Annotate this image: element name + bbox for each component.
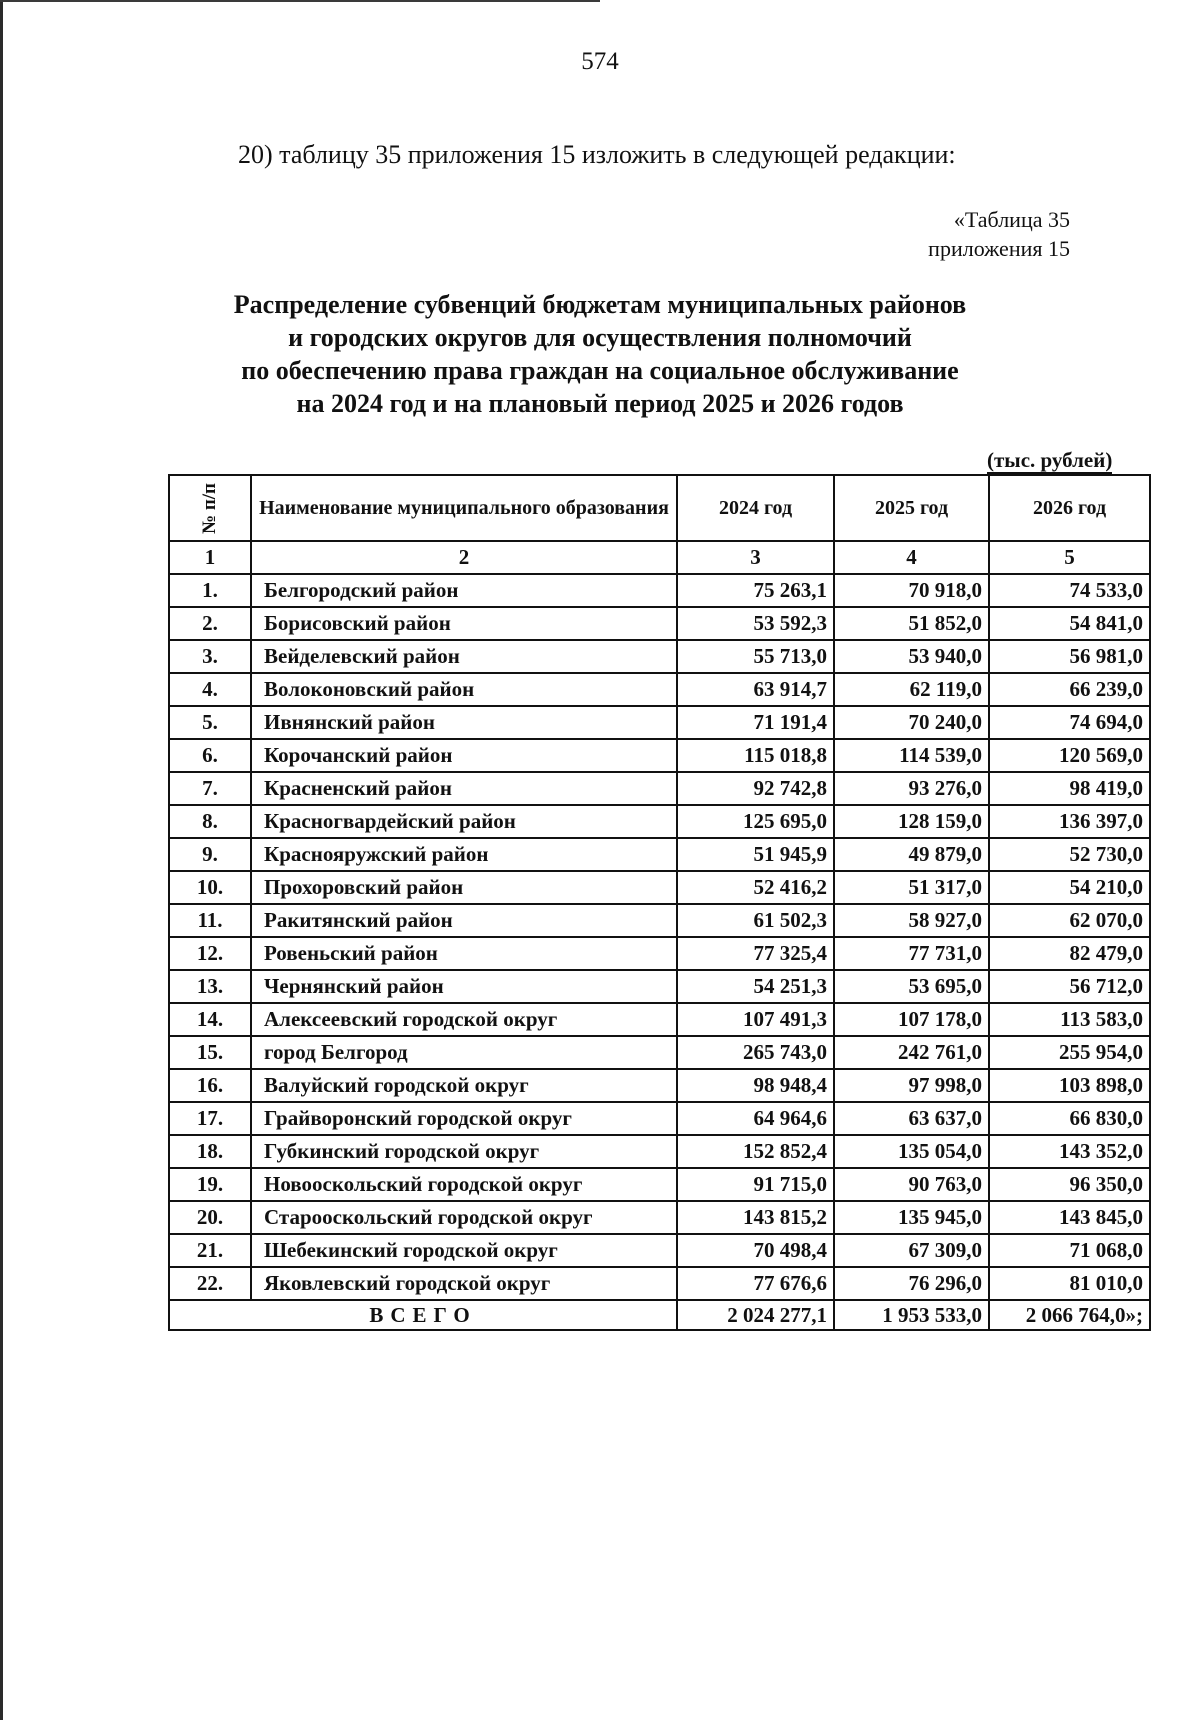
- header-num-text: № п/п: [199, 482, 221, 534]
- value-2025: 135 054,0: [834, 1135, 989, 1168]
- column-index: 3: [677, 541, 834, 574]
- value-2025: 90 763,0: [834, 1168, 989, 1201]
- units-text: (тыс. рублей): [987, 448, 1113, 472]
- value-2026: 143 845,0: [989, 1201, 1150, 1234]
- value-2026: 74 694,0: [989, 706, 1150, 739]
- total-2025: 1 953 533,0: [834, 1300, 989, 1330]
- column-index: 2: [251, 541, 677, 574]
- column-index: 5: [989, 541, 1150, 574]
- value-2025: 63 637,0: [834, 1102, 989, 1135]
- value-2024: 115 018,8: [677, 739, 834, 772]
- table-row: [169, 904, 1150, 937]
- value-2025: 97 998,0: [834, 1069, 989, 1102]
- row-number: 5.: [169, 706, 251, 739]
- scan-edge-top: [0, 0, 600, 2]
- table-row: [169, 574, 1150, 607]
- value-2026: 62 070,0: [989, 904, 1150, 937]
- table-row: [169, 1267, 1150, 1300]
- row-number: 4.: [169, 673, 251, 706]
- value-2024: 92 742,8: [677, 772, 834, 805]
- title-line: по обеспечению права граждан на социальное обслуживание: [241, 356, 959, 385]
- table-row: [169, 970, 1150, 1003]
- table-row: [169, 640, 1150, 673]
- table-row: [169, 739, 1150, 772]
- value-2024: 107 491,3: [677, 1003, 834, 1036]
- value-2025: 107 178,0: [834, 1003, 989, 1036]
- value-2024: 51 945,9: [677, 838, 834, 871]
- value-2024: 64 964,6: [677, 1102, 834, 1135]
- municipality-name: Волоконовский район: [251, 673, 677, 706]
- value-2025: 242 761,0: [834, 1036, 989, 1069]
- row-number: 18.: [169, 1135, 251, 1168]
- municipality-name: Грайворонский городской округ: [251, 1102, 677, 1135]
- row-number: 1.: [169, 574, 251, 607]
- table-row: [169, 673, 1150, 706]
- value-2024: 54 251,3: [677, 970, 834, 1003]
- table-row: [169, 1003, 1150, 1036]
- value-2025: 93 276,0: [834, 772, 989, 805]
- row-number: 2.: [169, 607, 251, 640]
- municipality-name: Красненский район: [251, 772, 677, 805]
- value-2024: 71 191,4: [677, 706, 834, 739]
- value-2026: 52 730,0: [989, 838, 1150, 871]
- value-2026: 98 419,0: [989, 772, 1150, 805]
- table-row: [169, 805, 1150, 838]
- column-index-row: [169, 541, 1150, 574]
- table-row: [169, 1102, 1150, 1135]
- table-row: [169, 1069, 1150, 1102]
- table-header-row: [169, 475, 1150, 541]
- table-ref-line: «Таблица 35: [953, 207, 1070, 232]
- municipality-name: Яковлевский городской округ: [251, 1267, 677, 1300]
- value-2025: 51 852,0: [834, 607, 989, 640]
- subvention-table: [168, 474, 1151, 1331]
- value-2026: 74 533,0: [989, 574, 1150, 607]
- row-number: 9.: [169, 838, 251, 871]
- header-name: Наименование муниципального образования: [251, 475, 677, 541]
- municipality-name: Новооскольский городской округ: [251, 1168, 677, 1201]
- value-2024: 53 592,3: [677, 607, 834, 640]
- value-2025: 128 159,0: [834, 805, 989, 838]
- municipality-name: Губкинский городской округ: [251, 1135, 677, 1168]
- row-number: 13.: [169, 970, 251, 1003]
- municipality-name: Алексеевский городской округ: [251, 1003, 677, 1036]
- table-row: [169, 607, 1150, 640]
- total-label: ВСЕГО: [169, 1300, 677, 1330]
- value-2025: 67 309,0: [834, 1234, 989, 1267]
- row-number: 11.: [169, 904, 251, 937]
- municipality-name: Чернянский район: [251, 970, 677, 1003]
- value-2026: 120 569,0: [989, 739, 1150, 772]
- value-2026: 71 068,0: [989, 1234, 1150, 1267]
- value-2026: 103 898,0: [989, 1069, 1150, 1102]
- value-2024: 52 416,2: [677, 871, 834, 904]
- value-2026: 66 830,0: [989, 1102, 1150, 1135]
- table-row: [169, 1201, 1150, 1234]
- table-row: [169, 772, 1150, 805]
- table-body: [169, 574, 1150, 1300]
- units-label: [987, 448, 1112, 473]
- value-2025: 49 879,0: [834, 838, 989, 871]
- value-2025: 70 240,0: [834, 706, 989, 739]
- value-2026: 113 583,0: [989, 1003, 1150, 1036]
- municipality-name: Ракитянский район: [251, 904, 677, 937]
- value-2024: 91 715,0: [677, 1168, 834, 1201]
- municipality-name: Ровеньский район: [251, 937, 677, 970]
- value-2024: 265 743,0: [677, 1036, 834, 1069]
- header-2026: 2026 год: [989, 475, 1150, 541]
- title-line: на 2024 год и на плановый период 2025 и 2026 годов: [296, 389, 904, 418]
- row-number: 19.: [169, 1168, 251, 1201]
- value-2025: 58 927,0: [834, 904, 989, 937]
- municipality-name: город Белгород: [251, 1036, 677, 1069]
- value-2024: 55 713,0: [677, 640, 834, 673]
- value-2024: 61 502,3: [677, 904, 834, 937]
- value-2024: 98 948,4: [677, 1069, 834, 1102]
- row-number: 20.: [169, 1201, 251, 1234]
- row-number: 3.: [169, 640, 251, 673]
- table-row: [169, 937, 1150, 970]
- municipality-name: Ивнянский район: [251, 706, 677, 739]
- value-2026: 54 841,0: [989, 607, 1150, 640]
- value-2026: 56 712,0: [989, 970, 1150, 1003]
- municipality-name: Старооскольский городской округ: [251, 1201, 677, 1234]
- value-2024: 70 498,4: [677, 1234, 834, 1267]
- table-row: [169, 838, 1150, 871]
- value-2026: 136 397,0: [989, 805, 1150, 838]
- instruction-text: 20) таблицу 35 приложения 15 изложить в следующей редакции:: [238, 140, 956, 169]
- value-2026: 255 954,0: [989, 1036, 1150, 1069]
- header-2025: 2025 год: [834, 475, 989, 541]
- municipality-name: Красногвардейский район: [251, 805, 677, 838]
- value-2024: 152 852,4: [677, 1135, 834, 1168]
- column-index: 4: [834, 541, 989, 574]
- title-line: и городских округов для осуществления полномочий: [288, 323, 912, 352]
- header-num: [169, 475, 251, 541]
- value-2024: 75 263,1: [677, 574, 834, 607]
- municipality-name: Вейделевский район: [251, 640, 677, 673]
- value-2025: 53 940,0: [834, 640, 989, 673]
- value-2025: 70 918,0: [834, 574, 989, 607]
- header-2024: 2024 год: [677, 475, 834, 541]
- row-number: 17.: [169, 1102, 251, 1135]
- value-2026: 81 010,0: [989, 1267, 1150, 1300]
- value-2025: 51 317,0: [834, 871, 989, 904]
- municipality-name: Корочанский район: [251, 739, 677, 772]
- table-row: [169, 871, 1150, 904]
- total-2026: 2 066 764,0»;: [989, 1300, 1150, 1330]
- municipality-name: Краснояружский район: [251, 838, 677, 871]
- appendix-ref-line: приложения 15: [928, 236, 1070, 261]
- value-2024: 125 695,0: [677, 805, 834, 838]
- table-reference: [928, 205, 1070, 263]
- title-line: Распределение субвенций бюджетам муниципальных районов: [233, 290, 967, 319]
- value-2024: 77 676,6: [677, 1267, 834, 1300]
- value-2026: 66 239,0: [989, 673, 1150, 706]
- value-2025: 77 731,0: [834, 937, 989, 970]
- total-2024: 2 024 277,1: [677, 1300, 834, 1330]
- value-2026: 54 210,0: [989, 871, 1150, 904]
- row-number: 22.: [169, 1267, 251, 1300]
- value-2025: 114 539,0: [834, 739, 989, 772]
- municipality-name: Прохоровский район: [251, 871, 677, 904]
- row-number: 14.: [169, 1003, 251, 1036]
- value-2024: 143 815,2: [677, 1201, 834, 1234]
- row-number: 8.: [169, 805, 251, 838]
- municipality-name: Шебекинский городской округ: [251, 1234, 677, 1267]
- row-number: 7.: [169, 772, 251, 805]
- page-number: 574: [581, 48, 619, 75]
- value-2026: 143 352,0: [989, 1135, 1150, 1168]
- municipality-name: Белгородский район: [251, 574, 677, 607]
- value-2024: 63 914,7: [677, 673, 834, 706]
- column-index: 1: [169, 541, 251, 574]
- table-row: [169, 1135, 1150, 1168]
- value-2025: 76 296,0: [834, 1267, 989, 1300]
- value-2026: 56 981,0: [989, 640, 1150, 673]
- value-2025: 53 695,0: [834, 970, 989, 1003]
- municipality-name: Валуйский городской округ: [251, 1069, 677, 1102]
- row-number: 6.: [169, 739, 251, 772]
- row-number: 10.: [169, 871, 251, 904]
- table-row: [169, 1234, 1150, 1267]
- value-2024: 77 325,4: [677, 937, 834, 970]
- value-2025: 62 119,0: [834, 673, 989, 706]
- row-number: 12.: [169, 937, 251, 970]
- municipality-name: Борисовский район: [251, 607, 677, 640]
- value-2025: 135 945,0: [834, 1201, 989, 1234]
- scan-edge: [0, 0, 3, 1720]
- table-row: [169, 1168, 1150, 1201]
- table-row: [169, 1036, 1150, 1069]
- total-row: [169, 1300, 1150, 1330]
- document-title: [0, 288, 1200, 420]
- row-number: 21.: [169, 1234, 251, 1267]
- value-2026: 96 350,0: [989, 1168, 1150, 1201]
- value-2026: 82 479,0: [989, 937, 1150, 970]
- table-row: [169, 706, 1150, 739]
- row-number: 15.: [169, 1036, 251, 1069]
- row-number: 16.: [169, 1069, 251, 1102]
